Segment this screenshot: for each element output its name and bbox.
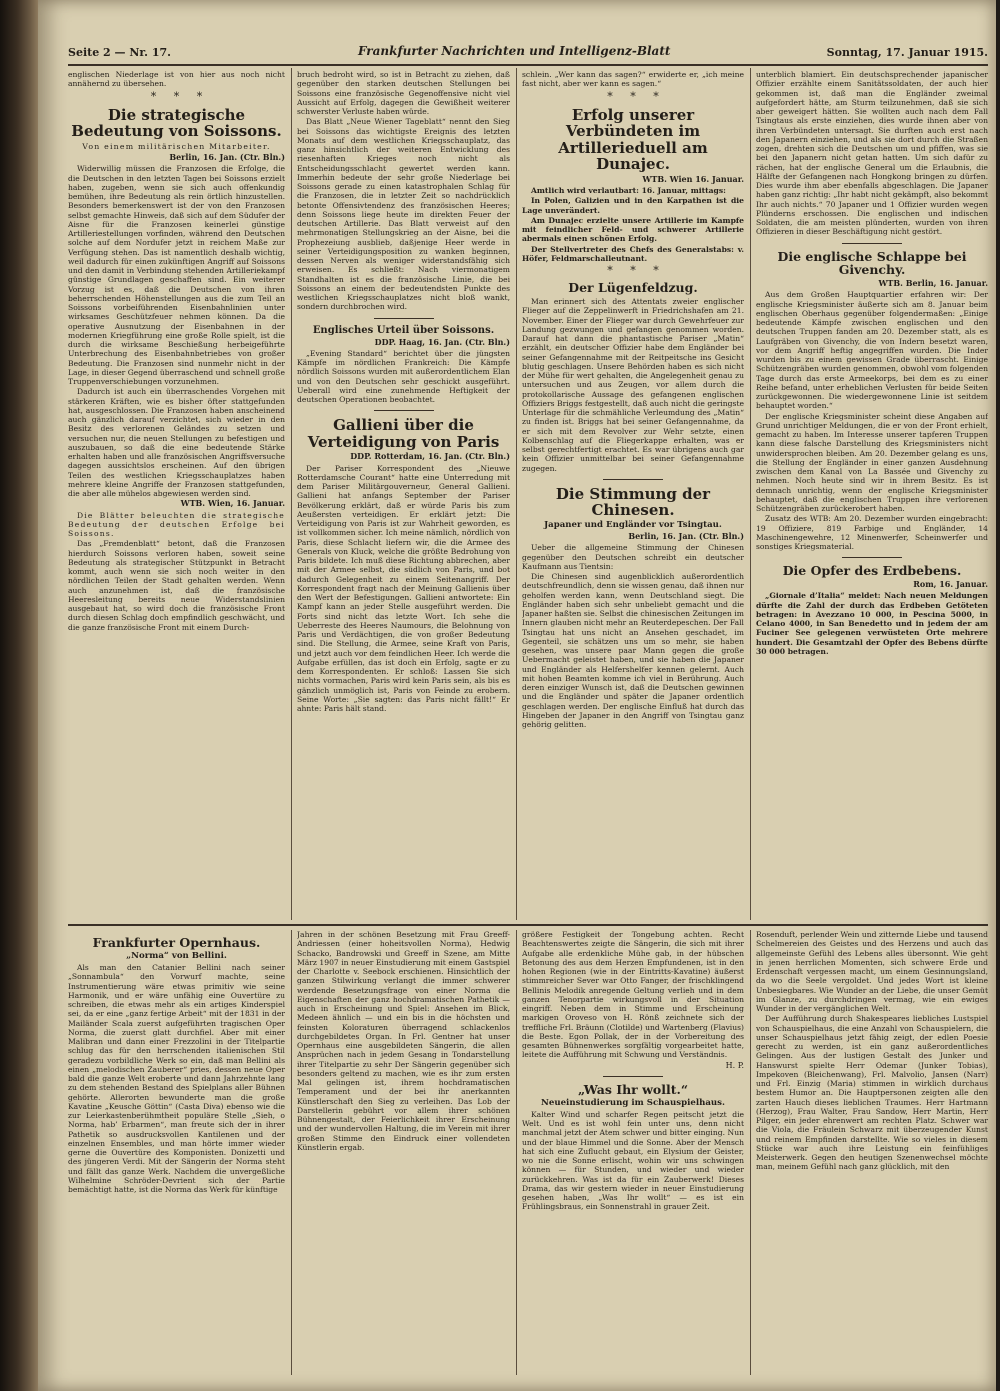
dateline: Rom, 16. Januar.	[913, 579, 988, 589]
column-3	[522, 70, 744, 920]
article-paragraph: Als man den Catanier Bellini nach seiner „Sonnambula“ den Vorwurf machte, seine Instrumentierung wäre etwas primitiv wie seine Harmonik, und er wäre unfähig eine Ouvertüre zu schreiben, die etwas mehr als ein artiges Kinderspiel sei, da er eine „ganz fertige Arbeit“ mit der 1831 in der Mailänder Scala zuerst aufgeführten tragischen Oper Norma, die zuerst glatt durchfiel. Aber mit einer Malibran und dann einer Frezzolini in der Titelpartie schlug das für den herrschenden italienischen Stil geradezu vorbildliche Werk so ein, daß man Bellini als einen „melodischen Zauberer“ pries, dessen neue Oper bald die ganze Welt eroberte und dann Jahrzehnte lang zu dem stehenden Bestand des Spielplans aller Bühnen gehörte. Allerorten bewunderte man die große Kavatine „Keusche Göttin“ (Casta Diva) ebenso wie die zur Leierkastenberühmtheit populäre Stelle „Sieh, o Norma, hab’ Erbarmen“, man freute sich der in ihrer Pathetik so ausdrucksvollen Kantilenen und der einzelnen Ensembles, und man hörte immer wieder gerne die Ouvertüre des Komponisten. Donizetti und des jüngeren Verdi. Mit der Sängerin der Norma steht und fällt das ganze Werk. Nachdem die unvergeßliche Wilhelmine Schröder-Devrient sich der Partie bemächtigt hatte, ist die Norma das Werk für künftige	[68, 963, 285, 1194]
headline-erdbeben: Die Opfer des Erdbebens.	[782, 563, 962, 579]
separator-rule	[603, 479, 663, 480]
column-4	[756, 70, 988, 920]
dateline: Berlin, 16. Jan. (Ctr. Bln.)	[169, 152, 285, 162]
article-paragraph: Der englische Kriegsminister scheint diese Angaben auf Grund unrichtiger Meldungen, die er von der Front erhielt, gemacht zu haben. Im Interesse unserer tapferen Truppen kann diese falsche Darstellung des Kriegsministers nicht unwidersprochen bleiben. Am 20. Dezember gelang es uns, die Stellung der Engländer in einer ganzen Ausdehnung zwischen dem Kanal von La Bassée und Givenchy zu nehmen. Noch heute sind wir in ihrem Besitz. Es ist demnach unrichtig, wenn der englische Kriegsminister behauptet, daß die englischen Truppen ihre verlorenen Schützengräben zurückerobert haben.	[756, 411, 988, 513]
dateline: DDP. Rotterdam, 16. Jan. (Ctr. Bln.)	[350, 451, 510, 462]
article-paragraph: Das Blatt „Neue Wiener Tageblatt“ nennt den Sieg bei Soissons das wichtigste Ereignis des letzten Monats auf dem westlichen Kriegsschauplatz, das ganz hinsichtlich der weiteren Entwicklung des riesenhaften Krieges noch nicht als Entscheidungsschlacht gewertet werden kann. Immerhin bedeute der sehr große Niederlage bei Soissons gerade zu einen katastrophalen Schlag für die Franzosen, die in letzter Zeit so nachdrücklich betonte Offensivtendenz des französischen Heeres; denn Soissons liege heute im direkten Feuer der deutschen Artillerie. Das Blatt verweist auf den mehrmonatigen Stellungskrieg an der Aisne, bei die Prophezeiung ausblieb, daßjenige Heer werde in seiner Verteidigungsposition zu wanken beginnen, dessen Nerven als weniger widerstandsfähig sich erweisen. Es schließt: Nach viermonatigem Standhalten ist es die französische Linie, die bei Soissons an einem der bedeutendsten Punkte des westlichen Kriegsschauplatzes nicht bloß wankt, sondern durchbrochen wird.	[297, 117, 510, 312]
headline-opernhaus: Frankfurter Opernhaus.	[92, 935, 261, 950]
author-signature: H. P.	[725, 1060, 744, 1070]
article-continuation: englischen Niederlage ist von hier aus noch nicht annähernd zu übersehen.	[68, 70, 285, 89]
headline-was-ihr-wollt: „Was Ihr wollt.“	[577, 1081, 689, 1097]
dateline: DDP. Haag, 16. Jan. (Ctr. Bln.)	[374, 336, 510, 347]
byline: Von einem militärischen Mitarbeiter.	[82, 141, 271, 151]
masthead	[68, 44, 988, 62]
feuilleton-column-1	[68, 930, 285, 1375]
headline-gallieni: Gallieni über die Verteidigung von Paris	[307, 416, 500, 451]
article-paragraph: Zusatz des WTB: Am 20. Dezember wurden eingebracht: 19 Offiziere, 819 Farbige und Engländer, 14 Maschinengewehre, 12 Minenwerfer, Scheinwerfer und sonstiges Kriegsmaterial.	[756, 514, 988, 551]
headline-givenchy: Die englische Schlappe bei Givenchy.	[777, 248, 967, 278]
article-continuation: bruch bedroht wird, so ist in Betracht zu ziehen, daß gegenüber den starken deutschen Stellungen bei Soissons eine französische Gegenoffensive nicht viel Aussicht auf Erfolg, dagegen die Gewißheit weiterer schwerster Verluste haben würde.	[297, 70, 510, 116]
headline-soissons: Die strategische Bedeutung von Soissons.	[71, 105, 282, 141]
feuilleton-rule	[68, 924, 988, 926]
headline-dunajec: Erfolg unserer Verbündeten im Artillerieduell am Dunajec.	[558, 105, 708, 174]
article-continuation: schlein. „Wer kann das sagen?“ erwiderte er, „ich meine fast nicht, aber wer kann es sagen.“	[522, 70, 744, 89]
article-paragraph: Widerwillig müssen die Franzosen die Erfolge, die die Deutschen in den letzten Tagen bei Soissons erzielt haben, zugeben, wenn sie sich auch offenkundig bemühen, ihre Bedeutung als rein örtlich hinzustellen. Besonders bemerkenswert ist der von den Franzosen selbst gemachte Hinweis, daß sich auf dem Südufer der Aisne für die Franzosen keinerlei günstige Artilleriestellungen vorfinden, während den Deutschen solche auf dem Nordufer jetzt in reichem Maße zur Verfügung stehen. Das ist namentlich deshalb wichtig, weil dadurch für einen zukünftigen Angriff auf Soissons und den damit in Verbindung stehenden Artilleriekampf günstige Grundlagen geschaffen sind. Ein weiterer Vorzug ist es, daß die Deutschen von ihren beherrschenden Höhenstellungen aus die zum Teil an Soissons vorbeiführenden Eisenbahnlinien unter wirksames Geschützfeuer nehmen können. Da die operative Ausnutzung der Eisenbahnen in der modernen Kriegführung eine große Rolle spielt, ist die durch die wirksame Beschießung herbeigeführte Unterbrechung des Eisenbahnbetriebes von großer Bedeutung. Die Franzosen sind nunmehr nicht in der Lage, in dieser Gegend überraschend und schnell große Truppenverschiebungen vorzunehmen.	[68, 164, 285, 386]
feuilleton-column-2	[297, 930, 510, 1375]
article-paragraph: Das „Fremdenblatt“ betont, daß die Franzosen hierdurch Soissons verloren haben, soweit seine Bedeutung als strategischer Stützpunkt in Betracht kommt, auch wenn sie sich noch weiter in den nördlichen Teilen der Stadt gehalten werden. Wenn auch anzunehmen ist, daß die französische Heeresleitung bereits neue Widerstandslinien ausgebaut hat, so wird doch die französische Front durch diesen Schlag doch empfindlich geschwächt, und die ganze französische Front mit einem Durch-	[68, 539, 285, 632]
separator-rule	[374, 410, 434, 411]
book-binding	[0, 0, 38, 1391]
article-paragraph: Am Dunajec erzielte unsere Artillerie im Kampfe mit feindlicher Feld- und schwerer Artillerie abermals einen schönen Erfolg.	[522, 215, 744, 244]
headline-english-judgement: Englisches Urteil über Soissons.	[312, 324, 495, 336]
separator-rule	[603, 1076, 663, 1077]
headline-chinesen: Die Stimmung der Chinesen.	[555, 484, 711, 520]
article-paragraph: „Giornale d’Italia“ meldet: Nach neuen Meldungen dürfte die Zahl der durch das Erdbeben Getöteten betragen: in Avezzano 10 000, in Pescina 5000, in Celano 4000, in San Benedetto und in jedem der am Fuciner See gelegenen verwüsteten Orte mehrere hundert. Die Gesamtzahl der Opfer des Bebens dürfte 30 000 betragen.	[756, 591, 988, 656]
dateline: WTB. Berlin, 16. Januar.	[878, 278, 988, 288]
subheadline: Neueinstudierung im Schauspielhaus.	[541, 1097, 725, 1108]
article-paragraph: Die Blätter beleuchten die strategische Bedeutung der deutschen Erfolge bei Soissons.	[68, 510, 285, 538]
column-divider	[291, 930, 292, 1375]
article-paragraph: Kalter Wind und scharfer Regen peitscht jetzt die Welt. Und es ist wohl fein unter uns, denn nicht manchmal jetzt der Atem schwer und bitter einging. Nun und der blaue Himmel und die Sonne. Aber der Mensch hat sich eine Zuflucht gebaut, ein Elysium der Geister, wo nie die Sonne erlischt, wohin wir uns schwingen können — für Stunden, und wieder und wieder zurückkehren. Was ist da für ein Zauberwerk! Dieses Drama, das wir gestern wieder in neuer Einstudierung gesehen haben, „Was Ihr wollt“ — es ist ein Frühlingsbraus, ein Sonnenstrahl in grauer Zeit.	[522, 1109, 744, 1212]
issue-date: Sonntag, 17. Januar 1915.	[826, 46, 988, 59]
separator-rule	[374, 318, 434, 319]
article-paragraph: Man erinnert sich des Attentats zweier englischer Flieger auf die Zeppelinwerft in Friedrichshafen am 21. November. Einer der Flieger war durch Gewehrfeuer zur Landung gezwungen und gefangen genommen worden. Darauf hat dann die phantastische Pariser „Matin“ erzählt, ein deutscher Offizier habe dem Engländer bei seiner Gefangennahme mit der Reitpeitsche ins Gesicht blutig geschlagen. Unsere Behörden haben es sich nicht der Mühe für wert gehalten, die Angelegenheit genau zu untersuchen und aus Zeugen, vor allem durch die protokollarische Aussage des gefangenen englischen Offiziers Briggs festgestellt, daß auch nicht die geringste Unterlage für die schmähliche Verleumdung des „Matin“ zu finden ist. Briggs hat bei seiner Gefangennahme, da er sich mit dem Revolver zur Wehr setzte, einen Kolbenschlag auf die Fliegerkappe erhalten, was er selbst gerechtfertigt erachtet. Es war übrigens auch gar kein Offizier unmittelbar bei seiner Gefangennahme zugegen.	[522, 297, 744, 473]
subheadline: „Norma“ von Bellini.	[126, 950, 227, 961]
article-paragraph: „Evening Standard“ berichtet über die jüngsten Kämpfe im nördlichen Frankreich: Die Kämpfe nördlich Soissons wurden mit außerordentlichem Elan und von den Deutschen sehr geschickt ausgeführt. Ueberall wird eine zunehmende Heftigkeit der deutschen Operationen beobachtet.	[297, 348, 510, 404]
subheadline: Japaner und Engländer vor Tsingtau.	[544, 519, 722, 530]
feuilleton-column-4	[756, 930, 988, 1375]
newspaper-page	[38, 0, 996, 1391]
column-divider	[750, 68, 751, 920]
column-divider	[516, 68, 517, 920]
dateline: Berlin, 16. Jan. (Ctr. Bln.)	[628, 531, 744, 541]
dateline: WTB. Wien, 16. Januar.	[180, 498, 285, 509]
article-paragraph: Ueber die allgemeine Stimmung der Chinesen gegenüber den Deutschen schreibt ein deutscher Kaufmann aus Tientsin:	[522, 543, 744, 571]
separator-ornament: * * *	[607, 264, 659, 277]
column-divider	[516, 930, 517, 1375]
article-continuation: größere Festigkeit der Tongebung achten. Recht Beachtenswertes zeigte die Sängerin, die sich mit ihrer Aufgabe alle erdenkliche Mühe gab, in der hübschen Betonung des aus dem Herzen Empfundenen, ist in den hohen Regionen (wie in der Eintritts-Kavatine) äußerst stimmreicher Sever war Otto Fanger, der frischklingend Bellinis Melodik anregende Geltung verlieh und in dem ganzen Tenorpartie wirkungsvoll in der Situation eingriff. Neben dem in Stimme und Erscheinung markigen Oroveso von H. Rönß zeichnete sich der treffliche Frl. Bräunn (Clotilde) und Wartenberg (Flavius) die Beste. Egon Pollak, der in der Vorbereitung des gesamten Bühnenwerkes sorgfältig vorgearbeitet hatte, leitete die Aufführung mit Schwung und Verständnis.	[522, 930, 744, 1060]
separator-rule	[842, 243, 902, 244]
separator-rule	[842, 557, 902, 558]
separator-ornament: * * *	[150, 89, 203, 103]
feuilleton-column-3	[522, 930, 744, 1375]
masthead-rule	[68, 64, 988, 66]
article-paragraph: Der Pariser Korrespondent des „Nieuwe Rotterdamsche Courant“ hatte eine Unterredung mit dem Pariser Militärgouverneur, General Gallieni. Gallieni hat anfangs September der Pariser Bevölkerung erklärt, daß er würde Paris bis zum Aeußersten verteidigen. Er erklärt jetzt: Die Verteidigung von Paris ist zur Wahrheit geworden, es ist vollkommen sicher. Ich meine nämlich, nördlich von Paris, diese Schlacht liefern wir, die die Armee des Generals von Kluck, welche die größte Bedrohung von Paris bildete. Ich muß diese Richtung abbrechen, aber mit der Armee selbst, die südlich von Paris, und bot dadurch Gelegenheit zu einem Seitenangriff. Der Korrespondent fragt nach der Meinung Gallienis über den Wert der Befestigungen. Gallieni antwortete: Ein Kampf kann an jeder Stelle ausgeführt werden. Die Forts sind nicht das letzte Wort. Ich sehe die Ueberreste des Heeres Naumours, die Belohnung von Paris und Verdächtigen, die von großer Bedeutung sind. Die Stellung, die Armee, seine Kraft von Paris, und jetzt auch vor dem feindlichen Heer. Ich werde die Aufgabe erfüllen, das ist doch ein Erfolg, sagte er zu dem Korrespondenten. Er schloß: Lassen Sie sich nichts vormachen, Paris wird kein Paris sein, als bis es gänzlich unmöglich ist, Paris von Feinde zu erobern. Seine Worte: „Sie sagten: das Paris nicht fällt!“ Er ahnte: Paris hält stand.	[297, 463, 510, 713]
article-paragraph: Aus dem Großen Hauptquartier erfahren wir: Der englische Kriegsminister äußerte sich am 8. Januar beim englischen Oberhaus gegenüber folgendermaßen: „Einige bedeutende Kämpfe zwischen englischen und den deutschen Truppen fanden am 20. Dezember statt, als es Laufgräben von Givenchy, die von Indern besetzt waren, vor dem Angriff heftig angegriffen wurden. Die Inder wurden bis zu einem gewissen Grade überrascht. Einige Schützengräben wurden genommen, obwohl vom folgenden Tage durch das erste Armeekorps, bei dem es zu einer Reihe befand, unter erheblichen Verlusten für beide Seiten zurückgewonnen. Die wiedergewonnene Linie ist seitdem behauptet worden.“	[756, 290, 988, 411]
article-paragraph: Der Aufführung durch Shakespeares liebliches Lustspiel von Schauspielhaus, die eine Anzahl von Schauspielern, die unser Schauspielhaus jetzt fähig zeigt, der edlen Poesie gerecht zu werden, ist ein ganz außerordentliches Gelingen. Aus der lustigen Gestalt des Junker und Hanswurst spielte Herr Odemar (Junker Tobias), Impekoven (Bleichenwang), Frl. Malvolio, Jansen (Narr) und Frl. Einzig (Maria) stimmen in wirklich durchaus bestem Humor an. Die Hauptpersonen zeigten alle den zarten Hauch dieses lieblichen Traumes. Herr Hartmann (Herzog), Frau Walter, Frau Sandow, Herr Martin, Herr Pilger, ein jeder ehrenwert am rechten Platz. Schwer war die Viola, die Fräulein Schwarz mit überzeugender Kunst und reinem Empfinden darstellte. Wie so vieles in diesem Stücke war auch ihre Leistung ein feinfühliges Meisterwerk. Gegen den heutigen Szenenwechsel möchte man, meinem Gefühl nach ganz glücklich, mit den	[756, 1014, 988, 1172]
article-continuation: Jahren in der schönen Besetzung mit Frau Greeff-Andriessen (einer hoheitsvollen Norma), Hedwig Schacko, Bandrowski und Greeff in Szene, am Mitte März 1907 in neuer Einstudierung mit einem Gastspiel der Charlotte v. Seebock erschienen. Hinsichtlich der ganzen Stilwirkung verlangt die immer schwerer werdende Besetzungsfrage von einer Norma die Eigenschaften der ganz hochdramatischen Pathetik — auch in Erscheinung und Spiel: Ansehen im Blick, Medeen ähnlich — und ein bis in die höchsten und feinsten Koloraturen überragend schlackenlos durchgebildetes Organ. In Frl. Gentner hat unser Opernhaus eine ausgebildeten Sängerin, die allen Ansprüchen nach in jedem Gesang in Tondarstellung ihrer Titelpartie zu sehr Der Sängerin gegenüber sich besonders geltend zu machen, wie es ihr zum ersten Mal gelingen ist, ihrem hochdramatischen Temperament und der bei ihr anerkannten Künstlerschaft den Sieg zu verleihen. Das Lob der Darstellerin gebührt vor allem ihrer schönen Bühnengestalt, der Feierlichkeit ihrer Erscheinung und der wundervollen Haltung, die im Verein mit ihrer großen Stimme den Eindruck einer vollendeten Künstlerin ergab.	[297, 930, 510, 1152]
column-1	[68, 70, 285, 920]
dateline: WTB. Wien 16. Januar.	[642, 173, 744, 184]
article-paragraph: Dadurch ist auch ein überraschendes Vorgehen mit stärkeren Kräften, wie es bisher öfter stattgefunden hat, ausgeschlossen. Die Franzosen haben anscheinend auch gänzlich darauf verzichtet, sich wieder in den Besitz des verlorenen Geländes zu setzen und versuchen nur, die neuen Stellungen zu befestigen und auszubauen, so daß die eine bedeutende Stärke erhalten haben und alle französischen Angriffsversuche dagegen aussichtslos erscheinen. Auf den übrigen Teilen des westlichen Kriegsschauplatzes haben mehrere kleine Angriffe der Franzosen stattgefunden, die aber alle mühelos abgewiesen werden sind.	[68, 387, 285, 498]
column-divider	[750, 930, 751, 1375]
article-paragraph: Die Chinesen sind augenblicklich außerordentlich deutschfreundlich, denn sie wissen genau, daß ihnen nur geholfen werden kann, wenn Deutschland siegt. Die Engländer haben sich sehr unbeliebt gemacht und die Japaner haßten sie. Selbst die chinesischen Zeitungen im Innern glauben nicht mehr an Reuterdepeschen. Der Fall Tsingtau hat uns nicht an Ansehen geschadet, im Gegenteil, sie schätzen uns um so mehr, sie haben gesehen, was unsere paar Mann gegen die große Uebermacht geleistet haben, und sie haben die Japaner und Engländer als Helfershelfer kennen gelernt. Auch mit hohen Beamten komme ich viel in Berührung. Auch deren einziger Wunsch ist, daß die Deutschen gewinnen und die Engländer und später die Japaner ordentlich geschlagen werden. Der englische Einfluß hat durch das Hingeben der Japaner in den Angriff von Tsingtau ganz gehörig gelitten.	[522, 572, 744, 729]
column-2	[297, 70, 510, 920]
article-paragraph: In Polen, Galizien und in den Karpathen ist die Lage unverändert.	[522, 196, 744, 215]
newspaper-title: Frankfurter Nachrichten und Intelligenz-Blatt	[358, 44, 671, 58]
headline-luegenfeldzug: Der Lügenfeldzug.	[568, 280, 698, 296]
article-continuation: unterblich blamiert. Ein deutschsprechender japanischer Offizier erzählte einem Sanitätssoldaten, der auch hier gekommen ist, daß man die Engländer zweimal aufgefordert hätte, am Sturm teilzunehmen, daß sie sich aber geweigert hätten. Sie wollten auch nach dem Fall Tsingtaus als erste einziehen, dies wurde ihnen aber von ihren Verbündeten untersagt. Sie durften auch erst nach den Japanern einziehen, und als sie dort durch die Straßen zogen, drehten sich die Deutschen um und pfiffen, was sie bei den Japanern nicht getan hatten. Um sich dafür zu rächen, hat der englische General um die Erlaubnis, die Hälfte der Gefangenen nach Hongkong bringen zu dürfen. Dies wurde ihm aber ebenfalls abgeschlagen. Die Japaner haben ganz richtig: „Ihr habt nicht gekämpft, also bekommt Ihr auch nichts.“ 70 Japaner und 1 Offizier wurden wegen Plünderns erschossen. Die englischen und indischen Soldaten, die am meisten plünderten, wurden von ihren Offizieren in dieser Beschäftigung nicht gestört.	[756, 70, 988, 237]
separator-ornament: * * *	[607, 89, 659, 103]
article-paragraph: Der Stellvertreter des Chefs des Generalstabs: v. Höfer, Feldmarschalleutnant.	[522, 244, 744, 263]
article-continuation: Rosenduft, perlender Wein und zitternde Liebe und tausend Schelmereien des Geistes und des Herzens und auch das allgemeinste Gefühl des Lebens alles übersonnt. Wie geht in jenen herrlichen Momenten, sich schwere Erde und Erdenschaft vergessen macht, um einem Gesinnungsland, da wo die Seele vergoldet. Und jedes Wort ist kleine Unbesiegbares. Wie Wunder an der Liebe, die unser Gemüt im Glanze, zu durchdringen vermag, wie ein ewiges Wunder in der vergänglichen Welt.	[756, 930, 988, 1013]
page-number: Seite 2 — Nr. 17.	[68, 46, 171, 59]
column-divider	[291, 68, 292, 920]
article-paragraph: Amtlich wird verlautbart: 16. Januar, mittags:	[531, 186, 726, 195]
